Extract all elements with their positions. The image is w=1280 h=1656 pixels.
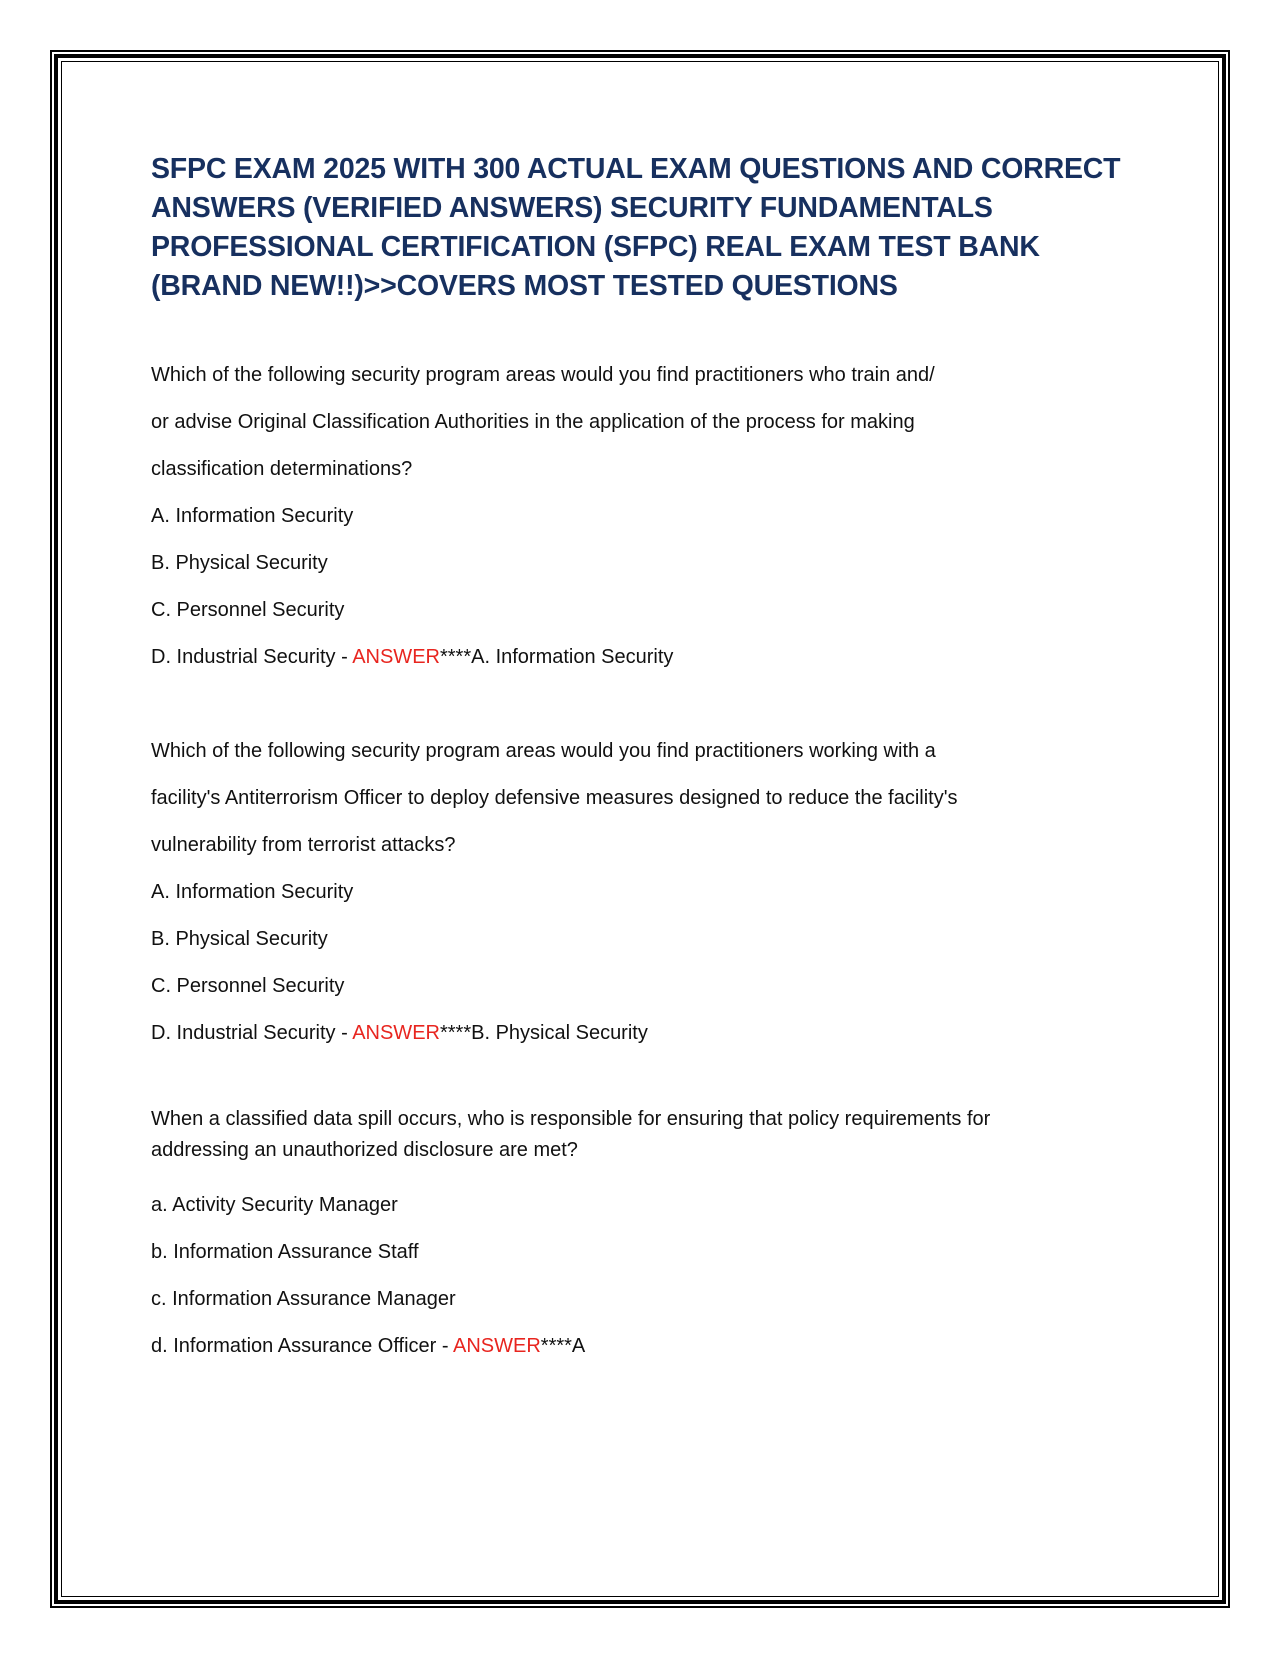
option-with-answer [151, 634, 1141, 681]
option-prefix: d. Information Assurance Officer - [151, 1335, 453, 1357]
option: A. Information Security [151, 505, 354, 527]
option: a. Activity Security Manager [151, 1194, 398, 1216]
option-with-answer [151, 1323, 1141, 1370]
option: c. Information Assurance Manager [151, 1288, 456, 1310]
option-prefix: D. Industrial Security - [151, 646, 353, 668]
answer-value: ****B. Physical Security [439, 1022, 648, 1044]
question-2 [151, 728, 1141, 1057]
question-3 [151, 1104, 1141, 1370]
question-line: Which of the following security program areas would you find practitioners who train and/ [151, 364, 935, 386]
answer-value: ****A [540, 1335, 586, 1357]
question-line: addressing an unauthorized disclosure are met? [151, 1139, 578, 1161]
question-text [151, 352, 1141, 493]
document-content [151, 150, 1141, 1370]
question-line: Which of the following security program areas would you find practitioners working with a [151, 740, 936, 762]
answer-label: ANSWER [352, 1022, 440, 1044]
option: b. Information Assurance Staff [151, 1241, 419, 1263]
answer-label: ANSWER [453, 1335, 541, 1357]
option: C. Personnel Security [151, 975, 345, 997]
option-with-answer [151, 1010, 1141, 1057]
answer-label: ANSWER [352, 646, 440, 668]
question-line: When a classified data spill occurs, who is responsible for ensuring that policy requirements for [151, 1108, 991, 1130]
option: A. Information Security [151, 881, 354, 903]
question-line: classification determinations? [151, 458, 413, 480]
option: B. Physical Security [151, 928, 328, 950]
question-text [151, 728, 1141, 869]
question-1 [151, 352, 1141, 681]
option: C. Personnel Security [151, 599, 345, 621]
answer-value: ****A. Information Security [439, 646, 674, 668]
document-title [151, 150, 1141, 306]
option-prefix: D. Industrial Security - [151, 1022, 353, 1044]
question-line: vulnerability from terrorist attacks? [151, 834, 456, 856]
title-line: PROFESSIONAL CERTIFICATION (SFPC) REAL EXAM TEST BANK [151, 231, 1040, 263]
question-line: facility's Antiterrorism Officer to deploy defensive measures designed to reduce the facility's [151, 787, 958, 809]
title-line: ANSWERS (VERIFIED ANSWERS) SECURITY FUNDAMENTALS [151, 192, 993, 224]
option: B. Physical Security [151, 552, 328, 574]
question-line: or advise Original Classification Authorities in the application of the process for making [151, 411, 915, 433]
title-line: (BRAND NEW!!)>>COVERS MOST TESTED QUESTIONS [151, 270, 898, 302]
title-line: SFPC EXAM 2025 WITH 300 ACTUAL EXAM QUESTIONS AND CORRECT [151, 153, 1121, 185]
question-text [151, 1104, 1141, 1166]
